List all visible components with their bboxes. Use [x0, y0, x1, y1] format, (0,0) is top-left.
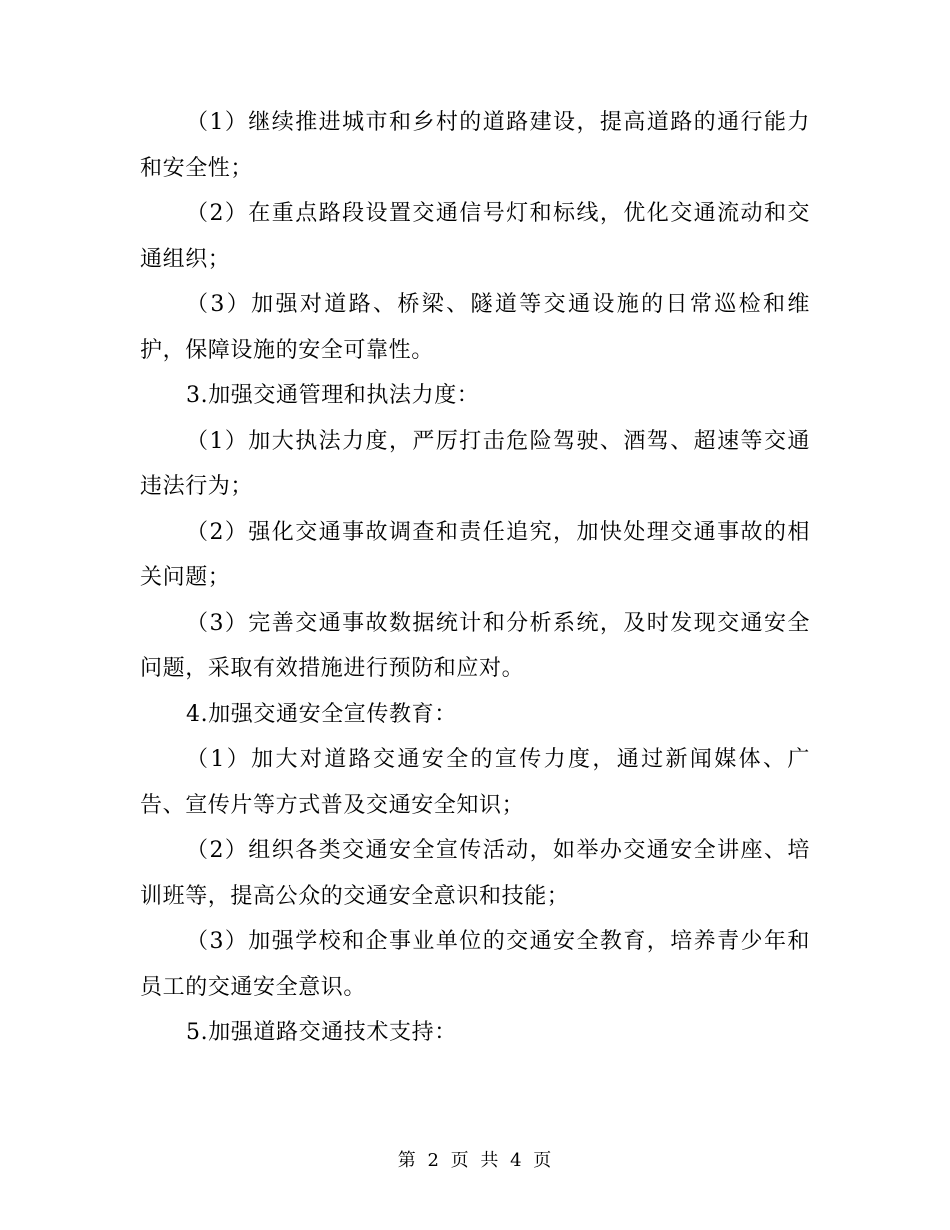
paragraph-road-construction: （1）继续推进城市和乡村的道路建设，提高道路的通行能力和安全性； [140, 110, 810, 181]
paragraph-accident-investigation: （2）强化交通事故调查和责任追究，加快处理交通事故的相关问题； [140, 519, 810, 590]
page-number-footer: 第 2 页 共 4 页 [397, 1150, 553, 1171]
paragraph-school-education: （3）加强学校和企事业单位的交通安全教育，培养青少年和员工的交通安全意识。 [140, 929, 810, 1000]
paragraph-facility-inspection: （3）加强对道路、桥梁、隧道等交通设施的日常巡检和维护，保障设施的安全可靠性。 [140, 292, 810, 363]
document-body [140, 100, 810, 1056]
section-heading-management: 3.加强交通管理和执法力度： [186, 383, 480, 408]
paragraph-activities: （2）组织各类交通安全宣传活动，如举办交通安全讲座、培训班等，提高公众的交通安全意识和技能； [140, 838, 810, 909]
section-heading-education: 4.加强交通安全宣传教育： [186, 701, 457, 727]
paragraph-publicity: （1）加大对道路交通安全的宣传力度，通过新闻媒体、广告、宣传片等方式普及交通安全知识； [140, 747, 810, 818]
paragraph-accident-statistics: （3）完善交通事故数据统计和分析系统，及时发现交通安全问题，采取有效措施进行预防和应对。 [140, 610, 810, 681]
paragraph-enforcement: （1）加大执法力度，严厉打击危险驾驶、酒驾、超速等交通违法行为； [140, 428, 810, 499]
section-heading-technology: 5.加强道路交通技术支持： [186, 1020, 457, 1045]
paragraph-traffic-signals: （2）在重点路段设置交通信号灯和标线，优化交通流动和交通组织； [140, 201, 810, 272]
